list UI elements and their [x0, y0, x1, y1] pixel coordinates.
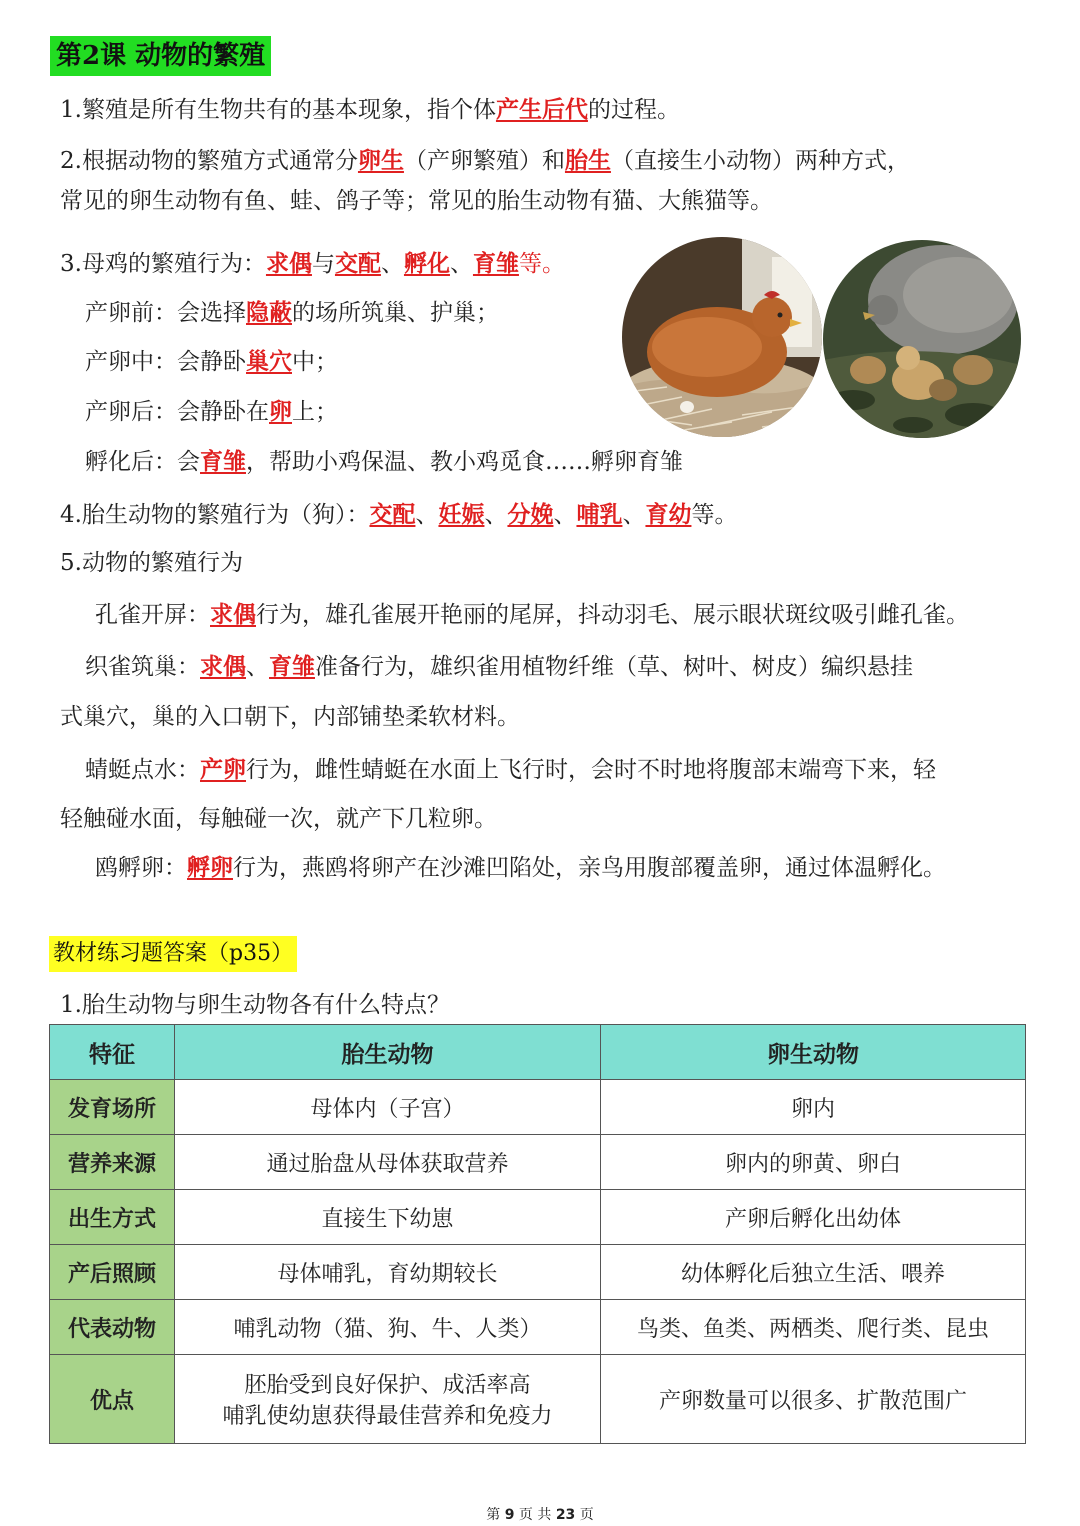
p4-sep: 、 — [553, 502, 577, 528]
cell-viviparous — [175, 1355, 601, 1444]
row-label: 营养来源 — [50, 1135, 175, 1190]
p4-keyword-mating: 交配 — [369, 501, 416, 528]
p3-text-end: 等。 — [518, 251, 565, 277]
page-number: 9 — [504, 1507, 515, 1523]
hen-keyword: 育雏 — [200, 448, 246, 475]
cell-line: 胚胎受到良好保护、成活率高 — [244, 1373, 531, 1398]
p4-text-end: 等。 — [691, 502, 738, 528]
behavior-text: 行为，雌性蜻蜓在水面上飞行时，会时不时地将腹部末端弯下来，轻 — [246, 757, 936, 783]
hen-text-end: 中； — [292, 349, 338, 375]
cell-viviparous: 通过胎盘从母体获取营养 — [175, 1135, 601, 1190]
p2-keyword-oviparous: 卵生 — [357, 147, 404, 174]
p4-keyword-nursing: 哺乳 — [576, 501, 623, 528]
behavior-label: 孔雀开屏： — [95, 602, 210, 628]
hen-nest-photo — [622, 237, 822, 437]
table-row — [50, 1300, 1026, 1355]
p4-keyword-birth: 分娩 — [507, 501, 554, 528]
behavior-weaver — [85, 652, 913, 682]
p4-text: 4.胎生动物的繁殖行为（狗）： — [60, 502, 370, 528]
table-row — [50, 1245, 1026, 1300]
lesson-title: 第2课 动物的繁殖 — [50, 36, 271, 76]
p1-keyword: 产生后代 — [495, 96, 588, 123]
hen-text-end: ，帮助小鸡保温、教小鸡觅食……孵卵育雏 — [246, 449, 683, 475]
behavior-keyword: 育雏 — [269, 653, 315, 680]
row-label: 发育场所 — [50, 1080, 175, 1135]
footer-text: 页 共 — [514, 1507, 556, 1523]
p3-keyword-brooding: 育雏 — [472, 250, 519, 277]
p3-sep: 与 — [311, 251, 335, 277]
page-footer — [0, 1504, 1080, 1524]
behavior-dragonfly — [85, 755, 936, 785]
p3-keyword-courtship: 求偶 — [265, 250, 312, 277]
cell-viviparous: 母体哺乳，育幼期较长 — [175, 1245, 601, 1300]
table-header-row — [50, 1025, 1026, 1080]
row-label: 代表动物 — [50, 1300, 175, 1355]
paragraph-4 — [60, 500, 737, 530]
question: 1.胎生动物与卵生动物各有什么特点？ — [60, 992, 450, 1018]
hen-before-laying — [85, 298, 499, 328]
behavior-label: 鸥孵卵： — [95, 855, 187, 881]
paragraph-2-line2: 常见的卵生动物有鱼、蛙、鸽子等；常见的胎生动物有猫、大熊猫等。 — [60, 188, 773, 214]
exercise-title: 教材练习题答案（p35） — [49, 936, 297, 972]
p2-text: 2.根据动物的繁殖方式通常分 — [60, 148, 358, 174]
cell-oviparous: 卵内 — [601, 1080, 1026, 1135]
p2-text-end: （直接生小动物）两种方式， — [610, 148, 910, 174]
cell-viviparous: 哺乳动物（猫、狗、牛、人类） — [175, 1300, 601, 1355]
hen-text: 产卵前：会选择 — [85, 300, 246, 326]
paragraph-5: 5.动物的繁殖行为 — [60, 550, 243, 576]
behavior-label: 织雀筑巢： — [85, 654, 200, 680]
behavior-text: 行为，雄孔雀展开艳丽的尾屏，抖动羽毛、展示眼状斑纹吸引雌孔雀。 — [256, 602, 969, 628]
p1-text: 1.繁殖是所有生物共有的基本现象，指个体 — [60, 97, 496, 123]
behavior-keyword: 产卵 — [200, 756, 246, 783]
p4-keyword-rearing: 育幼 — [645, 501, 692, 528]
row-label: 产后照顾 — [50, 1245, 175, 1300]
p3-sep: 、 — [449, 251, 473, 277]
header-viviparous: 胎生动物 — [175, 1025, 601, 1080]
table-row — [50, 1080, 1026, 1135]
hen-text: 产卵后：会静卧在 — [85, 399, 269, 425]
cell-line: 哺乳使幼崽获得最佳营养和免疫力 — [222, 1404, 553, 1429]
hen-keyword: 巢穴 — [246, 348, 292, 375]
hen-text-end: 上； — [292, 399, 338, 425]
cell-oviparous: 鸟类、鱼类、两栖类、爬行类、昆虫 — [601, 1300, 1026, 1355]
cell-oviparous: 幼体孵化后独立生活、喂养 — [601, 1245, 1026, 1300]
behavior-peacock — [95, 600, 969, 630]
table-row — [50, 1135, 1026, 1190]
behavior-keyword: 求偶 — [210, 601, 256, 628]
p3-text: 3.母鸡的繁殖行为： — [60, 251, 266, 277]
cell-oviparous: 产卵数量可以很多、扩散范围广 — [601, 1355, 1026, 1444]
behavior-text: 行为，燕鸥将卵产在沙滩凹陷处，亲鸟用腹部覆盖卵，通过体温孵化。 — [233, 855, 946, 881]
header-feature: 特征 — [50, 1025, 175, 1080]
hen-text-end: 的场所筑巢、护巢； — [292, 300, 499, 326]
cell-viviparous: 直接生下幼崽 — [175, 1190, 601, 1245]
cell-viviparous: 母体内（子宫） — [175, 1080, 601, 1135]
hen-nest-illustration — [622, 237, 822, 437]
row-label: 出生方式 — [50, 1190, 175, 1245]
hen-text: 产卵中：会静卧 — [85, 349, 246, 375]
paragraph-3 — [60, 249, 565, 279]
p4-sep: 、 — [622, 502, 646, 528]
footer-text: 第 — [486, 1507, 505, 1523]
hen-after-hatching — [85, 447, 683, 477]
p3-keyword-hatching: 孵化 — [403, 250, 450, 277]
footer-text: 页 — [575, 1507, 594, 1523]
cell-oviparous: 产卵后孵化出幼体 — [601, 1190, 1026, 1245]
behavior-keyword: 孵卵 — [187, 854, 233, 881]
paragraph-2 — [60, 146, 910, 176]
p3-keyword-mating: 交配 — [334, 250, 381, 277]
paragraph-1 — [60, 95, 680, 125]
p2-keyword-viviparous: 胎生 — [564, 147, 611, 174]
comparison-table — [49, 1024, 1026, 1444]
behavior-keyword: 求偶 — [200, 653, 246, 680]
p4-sep: 、 — [484, 502, 508, 528]
chicks-photo — [823, 240, 1021, 438]
p4-sep: 、 — [415, 502, 439, 528]
header-oviparous: 卵生动物 — [601, 1025, 1026, 1080]
hen-text: 孵化后：会 — [85, 449, 200, 475]
behavior-weaver-line2: 式巢穴，巢的入口朝下，内部铺垫柔软材料。 — [60, 704, 520, 730]
table-row — [50, 1190, 1026, 1245]
p1-text-end: 的过程。 — [587, 97, 680, 123]
behavior-sep: 、 — [246, 654, 269, 680]
behavior-dragonfly-line2: 轻触碰水面，每触碰一次，就产下几粒卵。 — [60, 806, 497, 832]
hen-keyword: 隐蔽 — [246, 299, 292, 326]
p4-keyword-pregnancy: 妊娠 — [438, 501, 485, 528]
p3-sep: 、 — [380, 251, 404, 277]
behavior-text: 准备行为，雄织雀用植物纤维（草、树叶、树皮）编织悬挂 — [315, 654, 913, 680]
total-pages: 23 — [555, 1507, 576, 1523]
hen-after-laying — [85, 397, 338, 427]
cell-oviparous: 卵内的卵黄、卵白 — [601, 1135, 1026, 1190]
behavior-label: 蜻蜓点水： — [85, 757, 200, 783]
table-row — [50, 1355, 1026, 1444]
hen-keyword: 卵 — [269, 398, 292, 425]
hen-during-laying — [85, 347, 338, 377]
p2-text-mid: （产卵繁殖）和 — [403, 148, 565, 174]
chicks-illustration — [823, 240, 1021, 438]
row-label: 优点 — [50, 1355, 175, 1444]
behavior-gull — [95, 853, 946, 883]
